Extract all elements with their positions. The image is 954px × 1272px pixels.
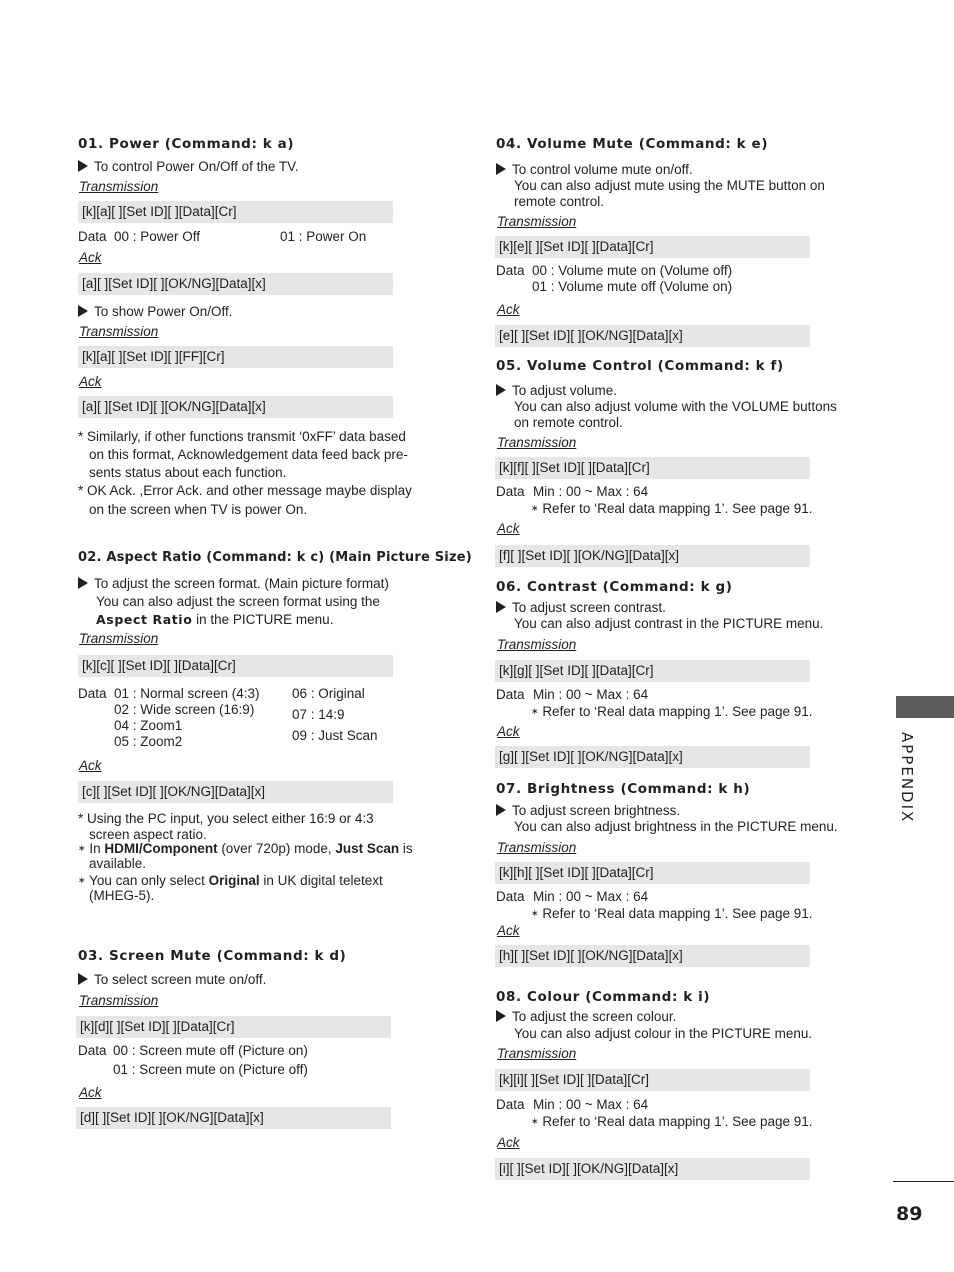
code-box: [k][e][ ][Set ID][ ][Data][Cr] bbox=[495, 236, 810, 258]
note-text: screen aspect ratio. bbox=[89, 827, 207, 842]
code-box: [k][g][ ][Set ID][ ][Data][Cr] bbox=[495, 660, 810, 682]
data-label: Data bbox=[78, 686, 107, 701]
refer-note: ∗ Refer to ‘Real data mapping 1’. See page 91. bbox=[531, 501, 813, 516]
transmission-label: Transmission bbox=[79, 993, 159, 1008]
note-text: ∗ You can only select Original in UK digital teletext bbox=[78, 873, 383, 888]
note-text: on the screen when TV is power On. bbox=[89, 502, 308, 517]
transmission-label: Transmission bbox=[79, 324, 159, 339]
data-value: 00 : Volume mute on (Volume off) bbox=[532, 263, 733, 278]
section-title-brightness: 07. Brightness (Command: k h) bbox=[496, 781, 751, 797]
data-label: Data bbox=[496, 1097, 525, 1112]
bullet-text: on remote control. bbox=[514, 415, 623, 430]
ack-label: Ack bbox=[79, 250, 102, 265]
ack-label: Ack bbox=[79, 1085, 102, 1100]
section-title-aspect-ratio: 02. Aspect Ratio (Command: k c) (Main Picture Size) bbox=[78, 550, 472, 565]
bullet-text: To control volume mute on/off. bbox=[496, 162, 693, 178]
code-box: [k][d][ ][Set ID][ ][Data][Cr] bbox=[76, 1016, 391, 1038]
code-box: [k][a][ ][Set ID][ ][Data][Cr] bbox=[78, 201, 393, 223]
page-number: 89 bbox=[896, 1203, 923, 1225]
ack-label: Ack bbox=[497, 302, 520, 317]
footer-rule bbox=[893, 1181, 954, 1182]
data-range: Min : 00 ~ Max : 64 bbox=[533, 1097, 649, 1112]
data-option: 06 : Original bbox=[292, 686, 365, 701]
note-text: available. bbox=[89, 856, 147, 871]
transmission-label: Transmission bbox=[79, 631, 159, 646]
data-label: Data bbox=[78, 1043, 107, 1058]
ack-label: Ack bbox=[497, 923, 520, 938]
note-text: on this format, Acknowledgement data feed back pre- bbox=[89, 447, 408, 462]
data-range: Min : 00 ~ Max : 64 bbox=[533, 687, 649, 702]
transmission-label: Transmission bbox=[497, 435, 577, 450]
data-value: 01 : Power On bbox=[280, 229, 367, 244]
bullet-text: You can also adjust brightness in the PICTURE menu. bbox=[514, 819, 838, 834]
section-title-volume-mute: 04. Volume Mute (Command: k e) bbox=[496, 136, 769, 152]
bullet-text: You can also adjust colour in the PICTURE menu. bbox=[514, 1026, 813, 1041]
section-title-screen-mute: 03. Screen Mute (Command: k d) bbox=[78, 948, 347, 964]
code-box: [c][ ][Set ID][ ][OK/NG][Data][x] bbox=[78, 781, 393, 803]
bullet-text: To adjust the screen colour. bbox=[496, 1009, 676, 1025]
triangle-bullet-icon bbox=[78, 160, 88, 172]
bullet-text: To select screen mute on/off. bbox=[78, 972, 266, 988]
triangle-bullet-icon bbox=[496, 1010, 506, 1022]
data-label: Data bbox=[78, 229, 107, 244]
bullet-text: You can also adjust contrast in the PICTURE menu. bbox=[514, 616, 824, 631]
bullet-text: To adjust the screen format. (Main picture format) bbox=[78, 576, 389, 592]
data-option: 05 : Zoom2 bbox=[114, 734, 183, 749]
code-box: [k][i][ ][Set ID][ ][Data][Cr] bbox=[495, 1069, 810, 1091]
refer-note: ∗ Refer to ‘Real data mapping 1’. See page 91. bbox=[531, 1114, 813, 1129]
data-value: 00 : Power Off bbox=[114, 229, 201, 244]
code-box: [g][ ][Set ID][ ][OK/NG][Data][x] bbox=[495, 746, 810, 768]
data-label: Data bbox=[496, 889, 525, 904]
data-range: Min : 00 ~ Max : 64 bbox=[533, 484, 649, 499]
note-text: ∗ In HDMI/Component (over 720p) mode, Just Scan is bbox=[78, 841, 413, 856]
code-box: [a][ ][Set ID][ ][OK/NG][Data][x] bbox=[78, 396, 393, 418]
code-box: [d][ ][Set ID][ ][OK/NG][Data][x] bbox=[76, 1107, 391, 1129]
data-label: Data bbox=[496, 484, 525, 499]
triangle-bullet-icon bbox=[78, 973, 88, 985]
code-box: [e][ ][Set ID][ ][OK/NG][Data][x] bbox=[495, 325, 810, 347]
bullet-text: Aspect Ratio in the PICTURE menu. bbox=[96, 612, 334, 627]
bullet-text: You can also adjust the screen format using the bbox=[96, 594, 380, 609]
bullet-text: To show Power On/Off. bbox=[78, 304, 233, 320]
triangle-bullet-icon bbox=[496, 384, 506, 396]
section-title-colour: 08. Colour (Command: k i) bbox=[496, 989, 711, 1005]
code-box: [k][c][ ][Set ID][ ][Data][Cr] bbox=[78, 655, 393, 677]
bullet-text: remote control. bbox=[514, 194, 605, 209]
triangle-bullet-icon bbox=[496, 804, 506, 816]
transmission-label: Transmission bbox=[497, 214, 577, 229]
data-range: Min : 00 ~ Max : 64 bbox=[533, 889, 649, 904]
bullet-text: To control Power On/Off of the TV. bbox=[78, 159, 299, 175]
ack-label: Ack bbox=[497, 1135, 520, 1150]
data-option: 09 : Just Scan bbox=[292, 728, 378, 743]
data-value: 00 : Screen mute off (Picture on) bbox=[113, 1043, 308, 1058]
bullet-text: To adjust screen brightness. bbox=[496, 803, 680, 819]
data-option: 02 : Wide screen (16:9) bbox=[114, 702, 255, 717]
ack-label: Ack bbox=[497, 521, 520, 536]
appendix-label: APPENDIX bbox=[898, 732, 916, 824]
section-title-power: 01. Power (Command: k a) bbox=[78, 136, 295, 152]
code-box: [a][ ][Set ID][ ][OK/NG][Data][x] bbox=[78, 273, 393, 295]
triangle-bullet-icon bbox=[78, 305, 88, 317]
code-box: [k][a][ ][Set ID][ ][FF][Cr] bbox=[78, 346, 393, 368]
ack-label: Ack bbox=[79, 758, 102, 773]
data-option: 04 : Zoom1 bbox=[114, 718, 183, 733]
refer-note: ∗ Refer to ‘Real data mapping 1’. See page 91. bbox=[531, 704, 813, 719]
code-box: [k][h][ ][Set ID][ ][Data][Cr] bbox=[495, 862, 810, 884]
code-box: [h][ ][Set ID][ ][OK/NG][Data][x] bbox=[495, 945, 810, 967]
refer-note: ∗ Refer to ‘Real data mapping 1’. See page 91. bbox=[531, 906, 813, 921]
triangle-bullet-icon bbox=[496, 163, 506, 175]
data-label: Data bbox=[496, 687, 525, 702]
note-text: * OK Ack. ,Error Ack. and other message maybe display bbox=[78, 483, 412, 498]
note-text: * Similarly, if other functions transmit ‘0xFF’ data based bbox=[78, 429, 406, 444]
bullet-text: To adjust screen contrast. bbox=[496, 600, 666, 616]
data-value: 01 : Volume mute off (Volume on) bbox=[532, 279, 733, 294]
bullet-text: You can also adjust volume with the VOLUME buttons bbox=[514, 399, 837, 414]
section-title-volume-control: 05. Volume Control (Command: k f) bbox=[496, 358, 784, 374]
data-option: 07 : 14:9 bbox=[292, 707, 345, 722]
ack-label: Ack bbox=[497, 724, 520, 739]
ack-label: Ack bbox=[79, 374, 102, 389]
transmission-label: Transmission bbox=[497, 637, 577, 652]
code-box: [i][ ][Set ID][ ][OK/NG][Data][x] bbox=[495, 1158, 810, 1180]
triangle-bullet-icon bbox=[78, 577, 88, 589]
appendix-tab-marker bbox=[896, 696, 954, 718]
bullet-text: To adjust volume. bbox=[496, 383, 617, 399]
note-text: * Using the PC input, you select either 16:9 or 4:3 bbox=[78, 811, 374, 826]
bullet-text: You can also adjust mute using the MUTE button on bbox=[514, 178, 825, 193]
code-box: [k][f][ ][Set ID][ ][Data][Cr] bbox=[495, 457, 810, 479]
data-option: 01 : Normal screen (4:3) bbox=[114, 686, 260, 701]
triangle-bullet-icon bbox=[496, 601, 506, 613]
code-box: [f][ ][Set ID][ ][OK/NG][Data][x] bbox=[495, 545, 810, 567]
transmission-label: Transmission bbox=[497, 1046, 577, 1061]
note-text: (MHEG-5). bbox=[89, 888, 155, 903]
data-label: Data bbox=[496, 263, 525, 278]
transmission-label: Transmission bbox=[497, 840, 577, 855]
data-value: 01 : Screen mute on (Picture off) bbox=[113, 1062, 308, 1077]
section-title-contrast: 06. Contrast (Command: k g) bbox=[496, 579, 733, 595]
transmission-label: Transmission bbox=[79, 179, 159, 194]
note-text: sents status about each function. bbox=[89, 465, 287, 480]
